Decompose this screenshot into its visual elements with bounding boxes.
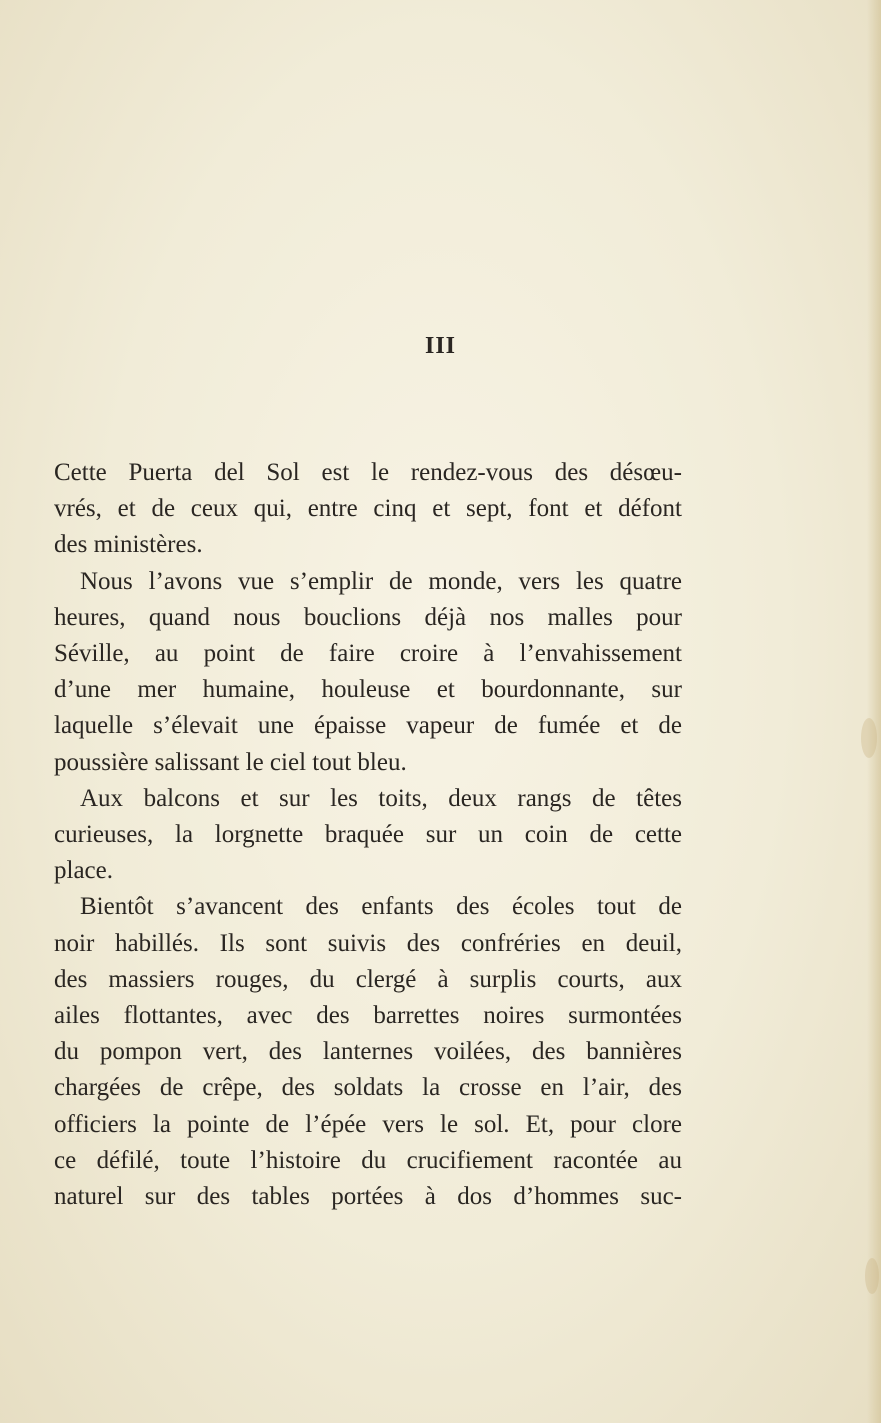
text-line: curieuses, la lorgnette braquée sur un coin de cette [54,821,682,849]
text-line: ce défilé, toute l’histoire du crucifiement racontée au [54,1146,682,1174]
text-line: des massiers rouges, du clergé à surplis courts, aux [54,965,682,993]
text-line: noir habillés. Ils sont suivis des confréries en deuil, [54,929,682,957]
text-line: vrés, et de ceux qui, entre cinq et sept, font et défont [54,495,682,523]
text-line: Cette Puerta del Sol est le rendez-vous des désœu- [54,459,682,486]
text-line: poussière salissant le ciel tout bleu. [54,748,407,776]
text-line: laquelle s’élevait une épaisse vapeur de fumée et de [54,712,682,740]
text-line: Aux balcons et sur les toits, deux rangs de têtes [80,784,682,812]
chapter-heading: III [424,333,457,359]
text-line: Bientôt s’avancent des enfants des écoles tout de [80,893,682,921]
paper-stain [865,1258,879,1294]
text-line: chargées de crêpe, des soldats la crosse en l’air, des [54,1074,682,1102]
text-line: du pompon vert, des lanternes voilées, des bannières [54,1038,682,1066]
page-edge-shading [867,0,881,1423]
text-line: Séville, au point de faire croire à l’envahissement [54,640,682,668]
text-line: naturel sur des tables portées à dos d’hommes suc- [54,1183,682,1211]
text-line: Nous l’avons vue s’emplir de monde, vers les quatre [80,567,682,595]
text-line: place. [54,857,113,885]
body-text [54,455,682,1215]
text-line: ailes flottantes, avec des barrettes noires surmontées [54,1002,682,1030]
text-line: d’une mer humaine, houleuse et bourdonnante, sur [54,676,682,704]
text-line: des ministères. [54,531,203,559]
paper-stain [861,718,877,758]
text-line: officiers la pointe de l’épée vers le sol. Et, pour clore [54,1110,682,1138]
text-line: heures, quand nous bouclions déjà nos malles pour [54,603,682,631]
